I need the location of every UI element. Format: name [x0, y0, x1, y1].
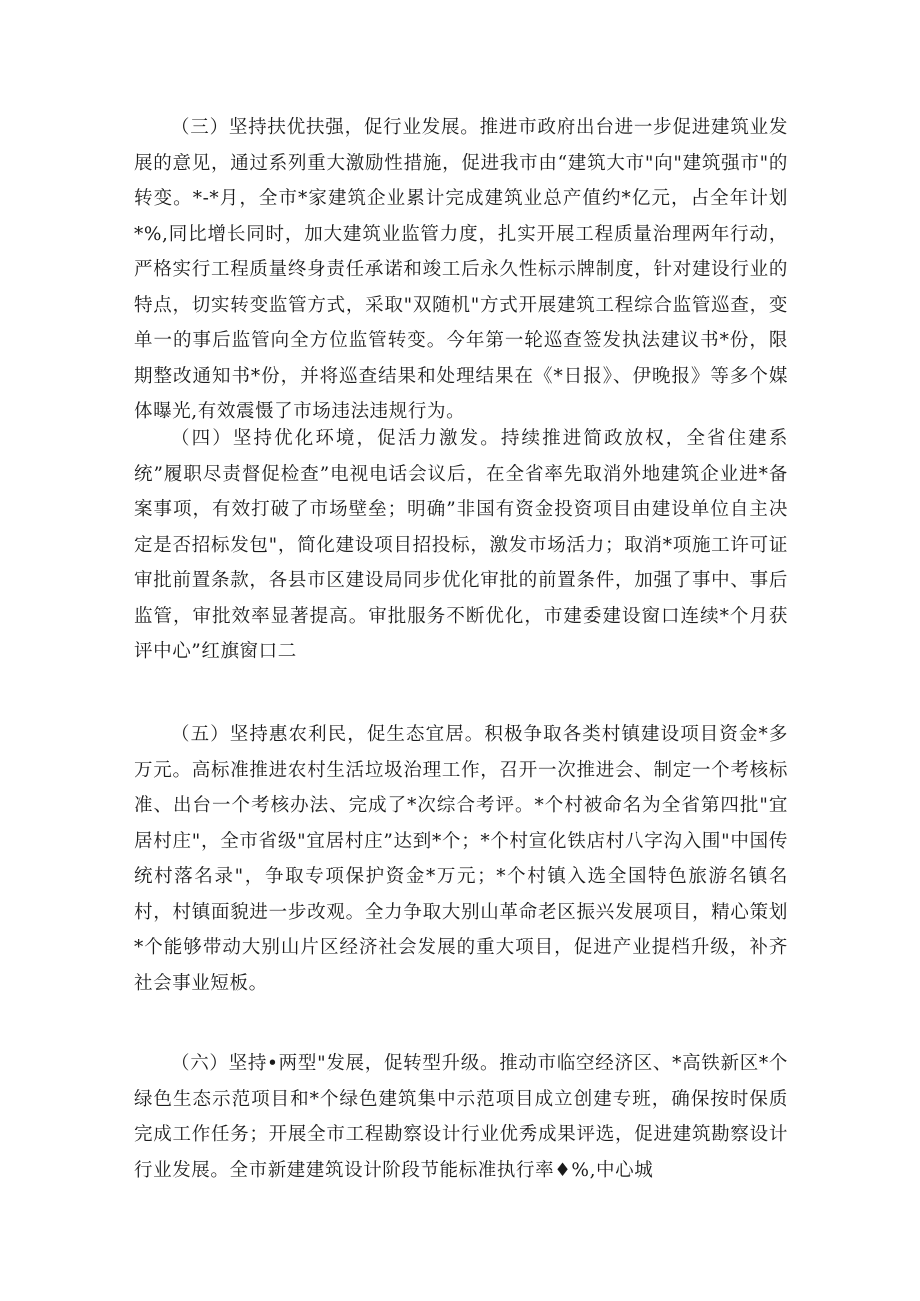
paragraph-section-3: [134, 110, 788, 430]
paragraph-section-5: [134, 717, 788, 1001]
section-heading: （四）坚持优化环境，促活力激发。: [171, 428, 501, 449]
section-body: 推动市临空经济区、*高铁新区*个绿色生态示范项目和*个绿色建筑集中示范项目成立创建专班，确保按时保质完成工作任务；开展全市工程勘察设计行业优秀成果评选，促进建筑勘察设计行业发展。全市新建建筑设计阶段节能标准执行率♦%,中心城: [134, 1053, 788, 1181]
paragraph-section-6: [134, 1046, 788, 1188]
section-body: 积极争取各类村镇建设项目资金*多万元。高标准推进农村生活垃圾治理工作，召开一次推进会、制定一个考核标准、出台一个考核办法、完成了*次综合考评。*个村被命名为全省第四批"宜居村庄"，全市省级"宜居村庄”达到*个；*个村宣化铁店村八字沟入围"中国传统村落名录"，争取专项保护资金*万元；*个村镇入选全国特色旅游名镇名村，村镇面貌进一步改观。全力争取大别山革命老区振兴发展项目，精心策划*个能够带动大别山片区经济社会发展的重大项目，促进产业提档升级，补齐社会事业短板。: [134, 724, 788, 994]
paragraph-section-4: [134, 421, 788, 670]
section-body: 推进市政府出台进一步促进建筑业发展的意见，通过系列重大激励性措施，促进我市由“建筑大市"向"建筑强市"的转变。*-*月，全市*家建筑企业累计完成建筑业总产值约*亿元，占全年计划*%,同比增长同时，加大建筑业监管力度，扎实开展工程质量治理两年行动，严格实行工程质量终身责任承诺和竣工后永久性标示牌制度，针对建设行业的特点，切实转变监管方式，采取"双随机"方式开展建筑工程综合监管巡查，变单一的事后监管向全方位监管转变。今年第一轮巡查签发执法建议书*份，限期整改通知书*份，并将巡查结果和处理结果在《*日报》、伊晚报》等多个媒体曝光,有效震慑了市场违法违规行为。: [134, 117, 788, 422]
section-heading: （五）坚持惠农利民，促生态宜居。: [171, 724, 485, 745]
section-heading: （六）坚持•两型"发展，促转型升级。: [171, 1053, 500, 1074]
section-body: 持续推进简政放权，全省住建系统”履职尽责督促检查”电视电话会议后，在全省率先取消外地建筑企业进*备案事项，有效打破了市场壁垒；明确”非国有资金投资项目由建设单位自主决定是否招标发包"，简化建设项目招投标，激发市场活力；取消*项施工许可证审批前置条款，各县市区建设局同步优化审批的前置条件，加强了事中、事后监管，审批效率显著提高。审批服务不断优化，市建委建设窗口连续*个月获评中心”红旗窗口二: [134, 428, 788, 662]
section-heading: （三）坚持扶优扶强，促行业发展。: [171, 117, 480, 138]
